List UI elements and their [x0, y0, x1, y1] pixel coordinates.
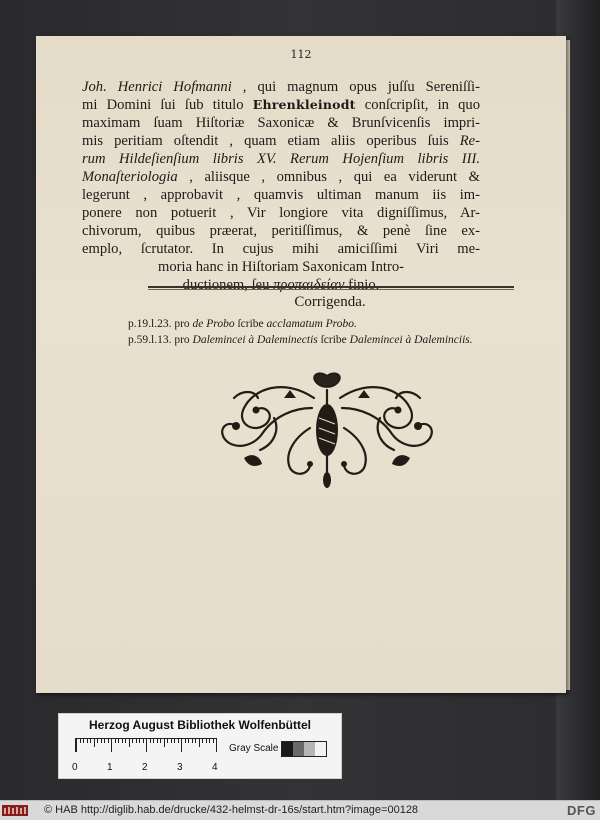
text-run: emplo, ſcrutator. In cujus mihi amiciſſimi Viri me- [82, 241, 480, 257]
ruler-tick [164, 738, 165, 747]
text-line [82, 240, 480, 258]
ruler-tick [167, 738, 168, 743]
hab-logo-icon [2, 805, 28, 816]
ruler-tick [146, 738, 147, 752]
ruler-number: 0 [72, 762, 78, 773]
corrigenda-line [128, 334, 473, 346]
corrigenda-right: Dalemincei à Daleminciis. [349, 334, 473, 346]
ruler-tick [118, 738, 119, 743]
corrigenda-pre: pro [171, 334, 193, 346]
ruler-tick [206, 738, 207, 743]
ruler-tick [178, 738, 179, 743]
ruler-scale [75, 738, 216, 752]
ruler-tick [181, 738, 182, 752]
ruler-tick [97, 738, 98, 743]
color-scale-card [58, 713, 342, 779]
text-line [82, 114, 480, 132]
divider-rule [148, 286, 514, 288]
ruler-tick [125, 738, 126, 743]
corrigenda-mid: ſcribe [234, 318, 267, 330]
text-run: mi Domini ſui ſub titulo [82, 97, 253, 113]
text-line [82, 258, 480, 276]
ruler-tick [199, 738, 200, 747]
text-run: legerunt , approbavit , quamvis ultiman manum iis im- [82, 187, 480, 203]
ruler-tick [132, 738, 133, 743]
ruler-tick [195, 738, 196, 743]
text-run: rum Hildeſienſium libris XV. Rerum Hojenſium libris III. [82, 151, 480, 167]
library-name: Herzog August Bibliothek Wolfenbüttel [89, 718, 311, 732]
ruler-tick [216, 738, 217, 752]
ruler-tick [213, 738, 214, 743]
ruler-tick [192, 738, 193, 743]
ruler-tick [160, 738, 161, 743]
corrigenda-right: acclamatum Probo. [266, 318, 357, 330]
ruler-tick [76, 738, 77, 752]
text-run: conſcripſit, in quo [355, 97, 480, 113]
corrigenda-pre: pro [171, 318, 193, 330]
ruler-tick [188, 738, 189, 743]
corrigenda-wrong: de Probo [192, 318, 235, 330]
ruler-tick [94, 738, 95, 747]
ruler-tick [185, 738, 186, 743]
gray-scale-label: Gray Scale [229, 743, 279, 754]
text-line [82, 150, 480, 168]
text-line [82, 276, 480, 294]
footer-bar [0, 800, 600, 820]
corrigenda-ref: p.59.l.13. [128, 334, 172, 346]
text-line [82, 204, 480, 222]
ruler-tick [136, 738, 137, 743]
divider-rule-thin [148, 289, 514, 290]
ruler-tick [87, 738, 88, 743]
corrigenda-mid: ſcribe [317, 334, 350, 346]
ruler-tick [174, 738, 175, 743]
text-run: Re- [459, 133, 480, 149]
text-run: Ehrenkleinodt [252, 97, 356, 112]
ruler-tick [101, 738, 102, 743]
gray-swatch-cell [293, 742, 304, 756]
text-line [82, 222, 480, 240]
ruler-tick [153, 738, 154, 743]
text-run: moria hanc in Hiſtoriam Saxonicam Intro- [158, 259, 404, 275]
ruler-number: 2 [142, 762, 148, 773]
ruler-tick [171, 738, 172, 743]
text-run: , qui magnum opus juſſu Sereniſſi- [231, 79, 480, 95]
text-run: Joh. Henrici Hofmanni [82, 79, 232, 95]
ruler-number: 4 [212, 762, 218, 773]
ruler-tick [150, 738, 151, 743]
text-run: προπαιδείαν [273, 277, 345, 293]
corrigenda-wrong: Dalemincei à Daleminectis [192, 334, 318, 346]
ruler-tick [202, 738, 203, 743]
gray-swatch-cell [315, 742, 326, 756]
ruler-number: 1 [107, 762, 113, 773]
text-run: mis peritiam oſtendit , quam etiam aliis operibus ſuis [82, 133, 460, 149]
ruler-tick [90, 738, 91, 743]
text-run: maximam ſuam Hiſtoriæ Saxonicæ & Brunſvicenſis impri- [82, 115, 480, 131]
text-run: Monaſteriologia [82, 169, 178, 185]
text-run: , aliisque , omnibus , qui ea viderunt & [177, 169, 480, 185]
text-line [82, 96, 480, 114]
gray-scale-swatch [281, 741, 327, 757]
ruler-tick [129, 738, 130, 747]
body-text [82, 78, 480, 294]
text-line [82, 186, 480, 204]
footer-copyright-link[interactable]: © HAB http://diglib.hab.de/drucke/432-helmst-dr-16s/start.htm?image=00128 [44, 804, 419, 816]
ruler-tick [80, 738, 81, 743]
text-run: finio. [344, 277, 380, 293]
text-line [82, 132, 480, 150]
ruler-tick [143, 738, 144, 743]
corrigenda-title: Corrigenda. [294, 294, 366, 310]
ruler-tick [157, 738, 158, 743]
ruler-tick [122, 738, 123, 743]
text-run: chivorum, quibus præerat, peritiſſimus, & penè ſine ex- [82, 223, 480, 239]
text-line [82, 168, 480, 186]
ruler-tick [108, 738, 109, 743]
gray-swatch-cell [304, 742, 315, 756]
corrigenda-line [128, 318, 357, 330]
text-run: ponere non potuerit , Vir longiore vita digniſſimus, Ar- [82, 205, 480, 221]
text-run: ductionem, ſeu [182, 277, 274, 293]
ruler-tick [209, 738, 210, 743]
corrigenda-ref: p.19.l.23. [128, 318, 172, 330]
text-line [82, 78, 480, 96]
page-number: 112 [290, 48, 312, 61]
ruler-number: 3 [177, 762, 183, 773]
floral-vignette-ornament-icon [214, 368, 440, 490]
ruler-tick [111, 738, 112, 752]
dfg-logo: DFG [567, 803, 596, 818]
ruler-tick [104, 738, 105, 743]
ruler-tick [115, 738, 116, 743]
ruler-tick [83, 738, 84, 743]
ruler-tick [139, 738, 140, 743]
gray-swatch-cell [282, 742, 293, 756]
